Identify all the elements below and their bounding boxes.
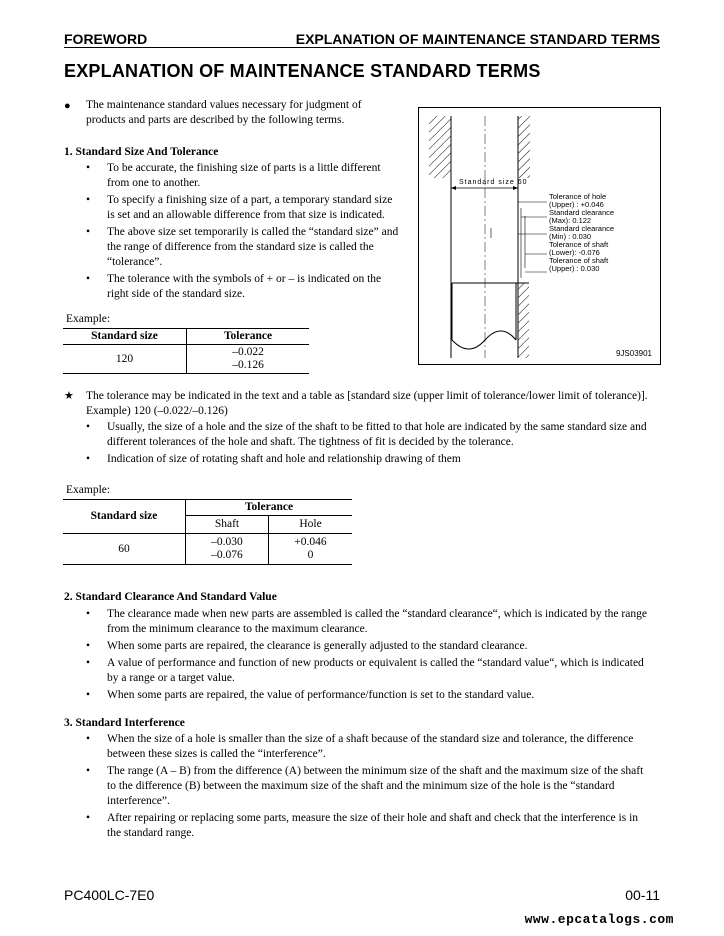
list-item — [86, 420, 662, 450]
fit-diagram-drawing — [419, 108, 660, 364]
fit-diagram — [418, 107, 661, 365]
bullet-icon: • — [86, 733, 91, 745]
table-header: Standard size — [63, 500, 186, 534]
callout-line: Tolerance of hole — [549, 192, 607, 201]
table-header: Hole — [299, 518, 322, 530]
table-header: Standard size — [63, 329, 187, 345]
list-item-line: the standard range. — [107, 827, 195, 839]
tolerance-lower: –0.126 — [232, 359, 264, 371]
section-3-heading: 3. Standard Interference — [64, 717, 185, 729]
list-item-line: When some parts are repaired, the clearance is generally adjusted to the standard clearance. — [107, 640, 528, 652]
bullet-dot-icon: ● — [64, 100, 71, 112]
header-right: EXPLANATION OF MAINTENANCE STANDARD TERMS — [295, 31, 660, 47]
list-item — [86, 732, 662, 762]
bullet-icon: • — [86, 226, 91, 238]
star-note-line: The tolerance may be indicated in the text and a table as [standard size (upper limit of tolerance/lower limit of tolerance)]. — [86, 390, 648, 402]
list-item-line: Usually, the size of a hole and the size of the shaft to be fitted to that hole are indicated by the same standard size and — [107, 421, 647, 433]
list-item — [86, 688, 662, 703]
list-item-line: different tolerances of the hole and shaft. The tightness of fit is decided by the tolerance. — [107, 436, 514, 448]
list-item — [86, 225, 406, 270]
list-item — [86, 272, 406, 302]
list-item-line: between these sizes is called the “interference”. — [107, 748, 326, 760]
list-item — [86, 639, 662, 654]
list-item-line: to the difference (B) between the maximum size of the shaft and the minimum size of the hole is the “standard — [107, 780, 615, 792]
hole-tolerance-lower: 0 — [307, 549, 314, 561]
list-item-line: The above size set temporarily is called the “standard size” and — [107, 226, 399, 238]
list-item-line: When the size of a hole is smaller than the size of a shaft because of the standard size and tolerance, the difference — [107, 733, 634, 745]
list-item — [86, 764, 662, 809]
bullet-icon: • — [86, 765, 91, 777]
star-note — [86, 389, 666, 419]
intro-text — [86, 98, 406, 128]
figure-code: 9JS03901 — [615, 349, 652, 358]
list-item — [86, 656, 662, 686]
table-cell — [268, 534, 352, 565]
list-item — [86, 193, 406, 223]
table-cell — [186, 534, 269, 565]
shaft-tolerance-upper: –0.030 — [211, 536, 243, 548]
example-label-2: Example: — [66, 484, 111, 496]
footer-page-number: 00-11 — [625, 887, 660, 903]
list-item-line: the range of difference from the standard size is called the — [107, 241, 374, 253]
list-item-line: “tolerance”. — [107, 256, 163, 268]
page-title: EXPLANATION OF MAINTENANCE STANDARD TERMS — [64, 61, 541, 81]
header-left: FOREWORD — [64, 31, 148, 47]
section-3-bullets — [86, 732, 662, 841]
footer-model: PC400LC-7E0 — [64, 887, 155, 903]
section-1-heading: 1. Standard Size And Tolerance — [64, 146, 219, 158]
table-header: Shaft — [186, 516, 269, 534]
list-item-line: interference”. — [107, 795, 170, 807]
star-sub-bullets — [86, 420, 662, 467]
list-item-line: from the minimum clearance to the maximum clearance. — [107, 623, 368, 635]
bullet-icon: • — [86, 657, 91, 669]
bullet-icon: • — [86, 608, 91, 620]
bullet-icon: • — [86, 421, 91, 433]
section-1-bullets — [86, 161, 406, 302]
list-item-line: from one to another. — [107, 177, 201, 189]
list-item — [86, 811, 662, 841]
figure-callouts — [549, 193, 614, 273]
tolerance-upper: –0.022 — [232, 346, 264, 358]
shaft-hole-table — [63, 499, 352, 565]
hole-tolerance-upper: +0.046 — [294, 536, 327, 548]
tolerance-table — [63, 328, 309, 374]
list-item-line: To be accurate, the finishing size of parts is a little different — [107, 162, 381, 174]
callout-line: Standard clearance — [549, 224, 615, 233]
callout-line: (Min) : 0.030 — [549, 232, 592, 241]
list-item-line: A value of performance and function of new products or equivalent is called the “standard value“, which is indicated — [107, 657, 644, 669]
list-item — [86, 161, 406, 191]
list-item-line: right side of the standard size. — [107, 288, 245, 300]
section-2-bullets — [86, 607, 662, 703]
list-item-line: is set and an allowable difference from that size is indicated. — [107, 209, 385, 221]
bullet-icon: • — [86, 273, 91, 285]
callout-line: (Max): 0.122 — [549, 216, 592, 225]
bullet-icon: • — [86, 194, 91, 206]
list-item — [86, 607, 662, 637]
callout-line: Tolerance of shaft — [549, 240, 609, 249]
intro-line: products and parts are described by the following terms. — [86, 114, 345, 126]
bullet-icon: • — [86, 640, 91, 652]
star-icon: ★ — [64, 390, 74, 402]
star-note-line: Example) 120 (–0.022/–0.126) — [86, 405, 228, 417]
list-item-line: When some parts are repaired, the value of performance/function is set to the standard value. — [107, 689, 535, 701]
callout-line: (Upper) : +0.046 — [549, 200, 604, 209]
header-divider — [64, 47, 660, 48]
callout-line: Tolerance of shaft — [549, 256, 609, 265]
list-item-line: by a range or a target value. — [107, 672, 235, 684]
shaft-tolerance-lower: –0.076 — [211, 549, 243, 561]
list-item-line: After repairing or replacing some parts, measure the size of their hole and shaft and check that the interference is in — [107, 812, 639, 824]
bullet-icon: • — [86, 812, 91, 824]
list-item-line: To specify a finishing size of a part, a temporary standard size — [107, 194, 393, 206]
example-label: Example: — [66, 313, 111, 325]
list-item-line: The range (A – B) from the difference (A) between the minimum size of the shaft and the maximum size of the shaft — [107, 765, 644, 777]
callout-line: Standard clearance — [549, 208, 615, 217]
list-item-line: Indication of size of rotating shaft and hole and relationship drawing of them — [107, 453, 461, 465]
callout-line: (Lower): -0.076 — [549, 248, 600, 257]
standard-size-label: Standard size 60 — [459, 179, 528, 186]
table-header: Tolerance — [186, 500, 353, 516]
list-item-line: The clearance made when new parts are assembled is called the “standard clearance“, which is indicated by the range — [107, 608, 647, 620]
intro-line: The maintenance standard values necessary for judgment of — [86, 99, 362, 111]
callout-line: (Upper) : 0.030 — [549, 264, 600, 273]
table-cell: 60 — [63, 534, 186, 565]
list-item — [86, 452, 662, 467]
section-2-heading: 2. Standard Clearance And Standard Value — [64, 591, 277, 603]
table-cell: 120 — [63, 345, 187, 374]
bullet-icon: • — [86, 453, 91, 465]
table-header: Tolerance — [223, 330, 273, 342]
table-cell — [187, 345, 310, 374]
list-item-line: The tolerance with the symbols of + or – is indicated on the — [107, 273, 382, 285]
bullet-icon: • — [86, 689, 91, 701]
bullet-icon: • — [86, 162, 91, 174]
watermark: www.epcatalogs.com — [524, 912, 674, 927]
